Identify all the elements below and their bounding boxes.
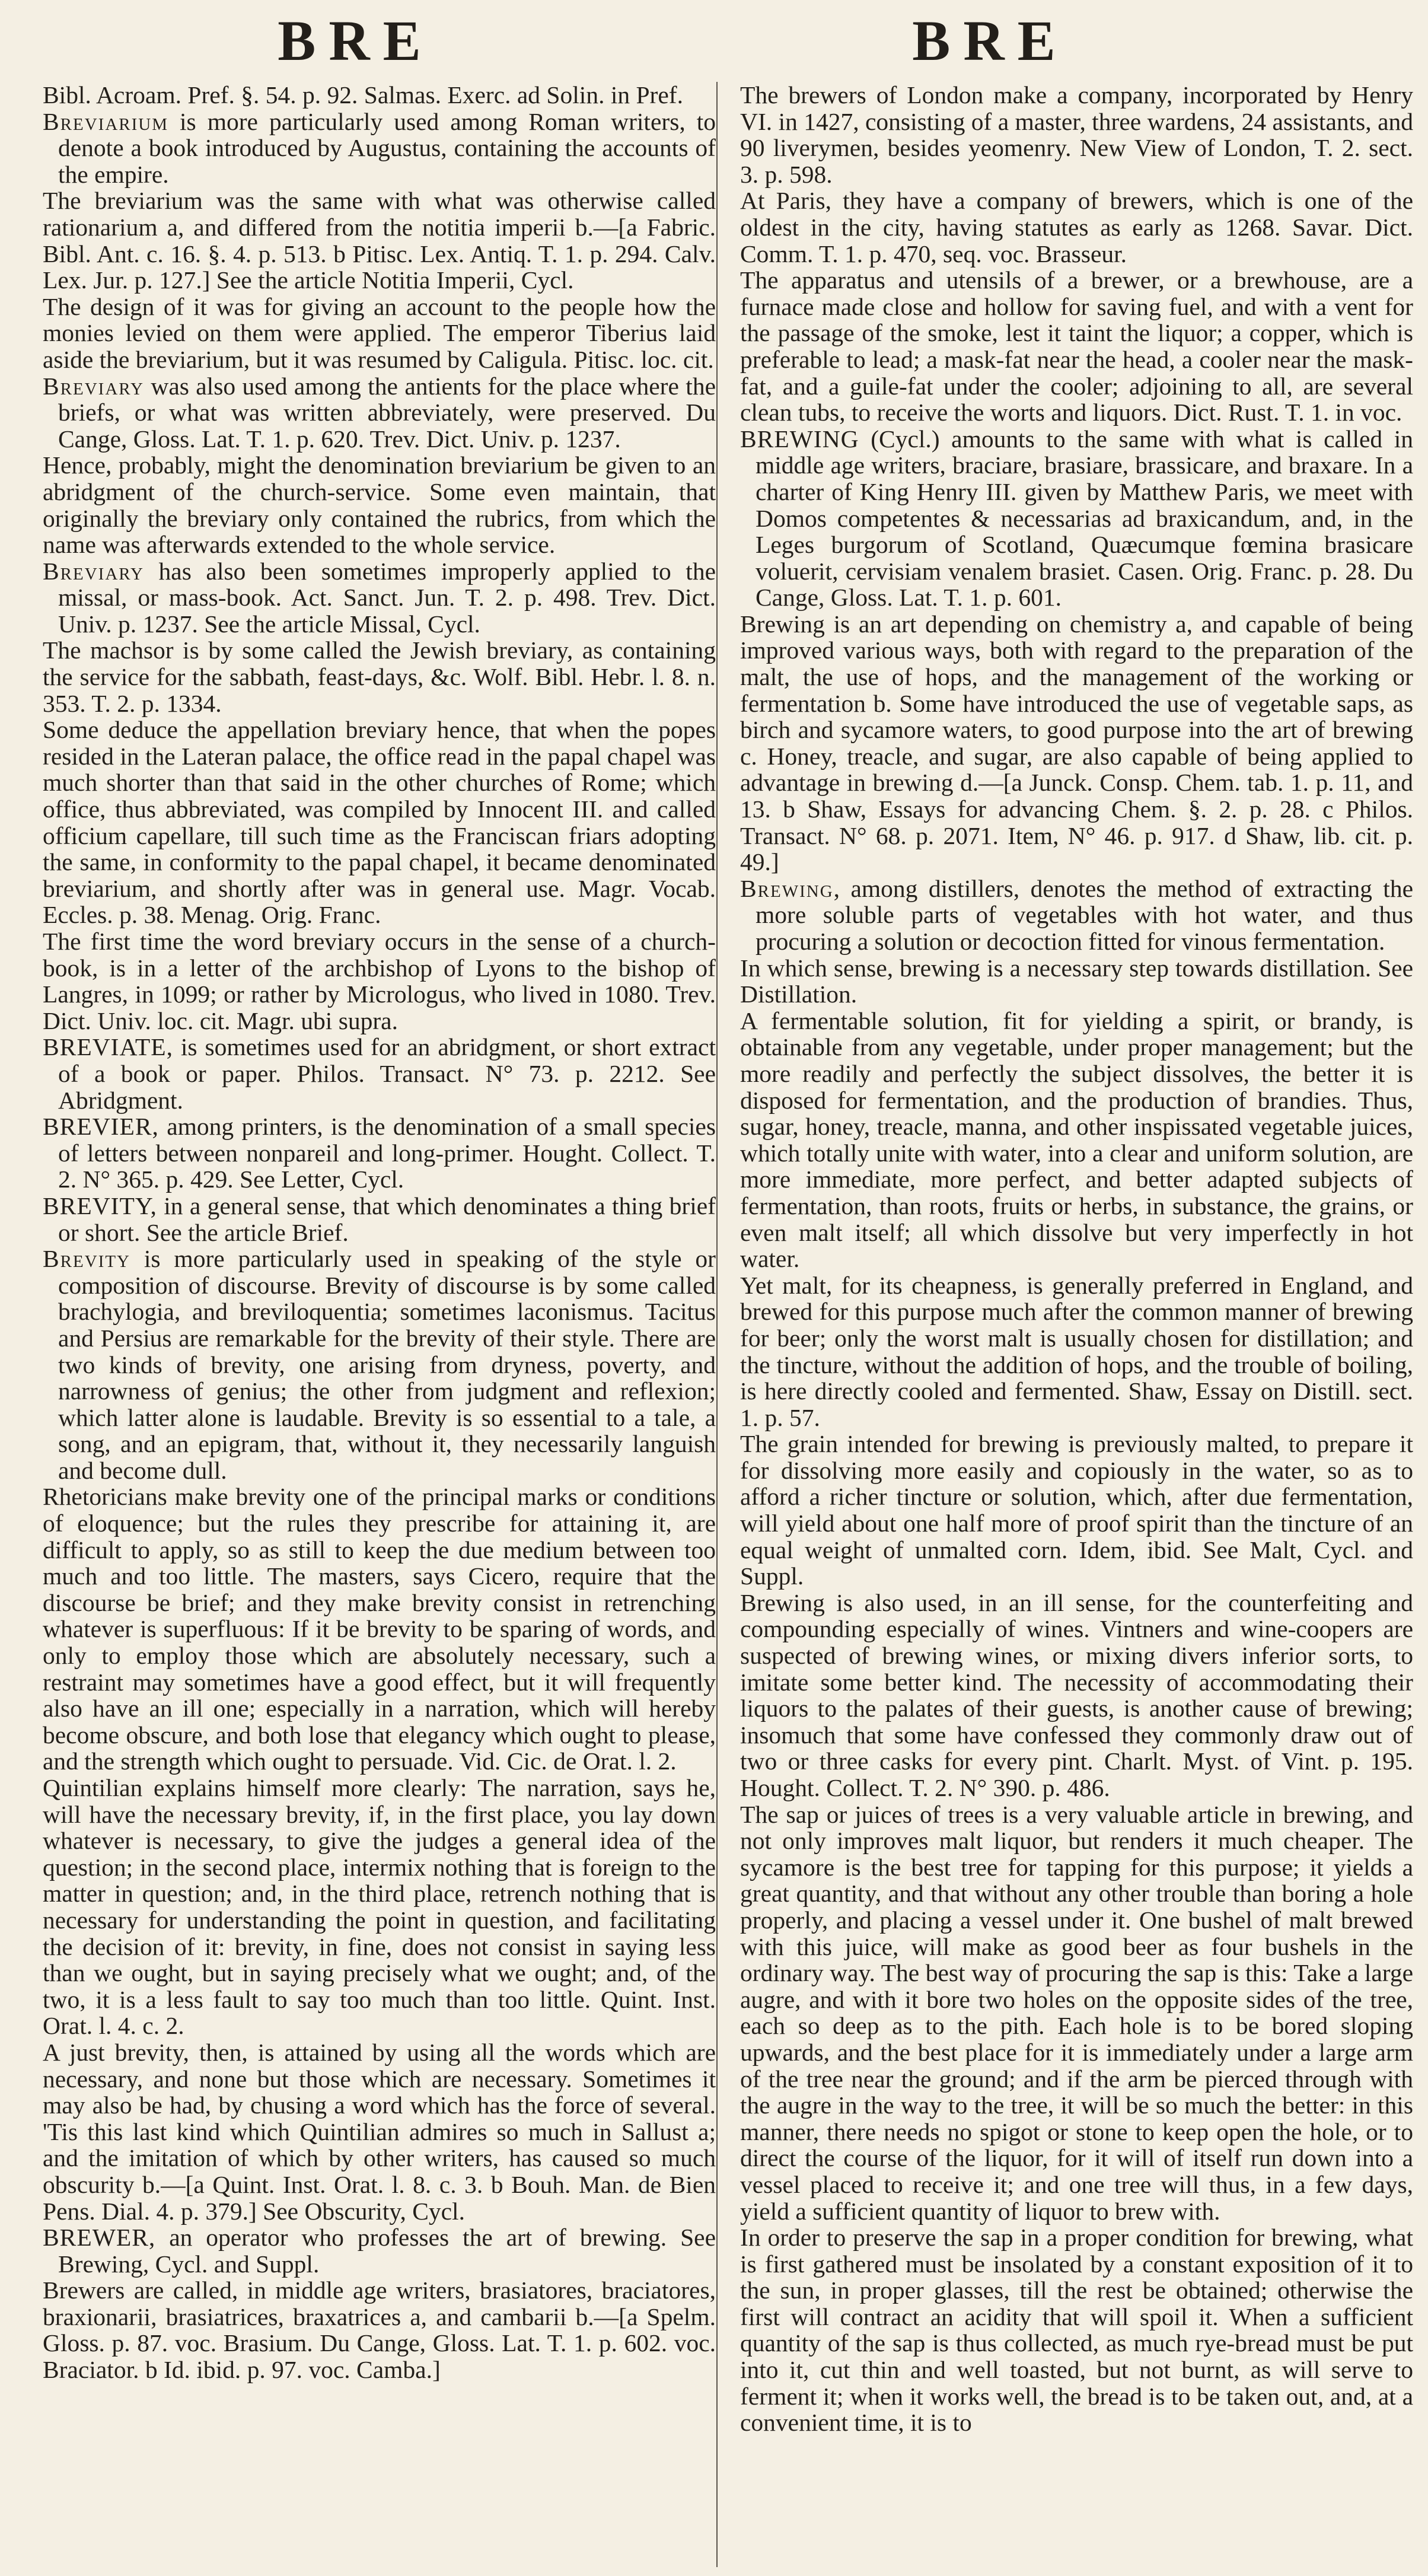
entry-text: among printers, is the denomination of a small species of letters between nonpareil and long-primer. Hought. Collect. T. 2. N° 365. p. 429. See Letter, Cycl. bbox=[58, 1113, 716, 1193]
entry-text: Yet malt, for its cheapness, is generally preferred in England, and brewed for this purpose much after the common manner of brewing for beer; only the worst malt is usually chosen for distillation; and the tincture, without the addition of hops, and the trouble of boiling, is here directly cooled and fermented. Shaw, Essay on Distill. sect. 1. p. 57. bbox=[740, 1271, 1413, 1431]
text-paragraph bbox=[43, 637, 716, 717]
running-head-left: BRE bbox=[278, 9, 434, 72]
entry-text: The design of it was for giving an account to the people how the monies levied on them were applied. The emperor Tiberius laid aside the breviarium, but it was resumed by Caligula. Pitisc. loc. cit. bbox=[43, 292, 716, 373]
dictionary-entry bbox=[43, 109, 716, 188]
entry-text: an operator who professes the art of brewing. See Brewing, Cycl. and Suppl. bbox=[58, 2224, 716, 2278]
running-head-right: BRE bbox=[912, 9, 1069, 72]
entry-headword: BREWING bbox=[740, 425, 859, 453]
text-paragraph bbox=[43, 717, 716, 928]
entry-text: has also been sometimes improperly applied to the missal, or mass-book. Act. Sanct. Jun. T. 2. p. 498. Trev. Dict. Univ. p. 1237. See the article Missal, Cycl. bbox=[58, 557, 716, 638]
dictionary-entry bbox=[43, 1113, 716, 1193]
text-paragraph bbox=[43, 82, 716, 109]
entry-headword: BREVIER, bbox=[43, 1113, 159, 1141]
text-paragraph bbox=[740, 187, 1413, 267]
entry-headword: Brewing bbox=[740, 874, 834, 902]
entry-headword: BREVIATE, bbox=[43, 1033, 173, 1061]
entry-text: Bibl. Acroam. Pref. §. 54. p. 92. Salmas. Exerc. ad Solin. in Pref. bbox=[43, 82, 683, 109]
entry-text: A fermentable solution, fit for yielding a spirit, or brandy, is obtainable from any vegetable, under proper management; but the more readily and perfectly the subject dissolves, the better it is disposed for fermentation, and the production of brandies. Thus, sugar, honey, treacle, manna, and other inspissated vegetable juices, which totally unite with water, into a clear and uniform solution, are more immediate, more perfect, and better adapted subjects of fermentation, than roots, fruits or herbs, in substance, the grains, or even malt itself; all which dissolve but very imperfectly in hot water. bbox=[740, 1007, 1413, 1273]
text-paragraph bbox=[43, 2277, 716, 2383]
text-paragraph bbox=[43, 1775, 716, 2039]
column-divider bbox=[716, 82, 718, 2567]
text-paragraph bbox=[43, 1483, 716, 1775]
entry-text: is more particularly used in speaking of the style or composition of discourse. Brevity of discourse is by some called brachylogia, and breviloquentia; sometimes laconismus. Tacitus and Persius are remarkable for the brevity of their style. There are two kinds of brevity, one arising from dryness, poverty, and narrowness of genius; the other from judgment and reflexion; which latter alone is laudable. Brevity is so essential to a tale, a song, and an epigram, that, without it, they necessarily languish and become dull. bbox=[58, 1245, 716, 1484]
entry-headword: BREWER, bbox=[43, 2224, 156, 2252]
entry-text: At Paris, they have a company of brewers, which is one of the oldest in the city, having statutes as early as 1268. Savar. Dict. Comm. T. 1. p. 470, seq. voc. Brasseur. bbox=[740, 187, 1413, 268]
text-paragraph bbox=[740, 1272, 1413, 1431]
entry-text: The apparatus and utensils of a brewer, or a brewhouse, are a furnace made close and hollow for saving fuel, and with a vent for the passage of the smoke, lest it taint the liquor; a copper, which is preferable to lead; a mask-fat near the head, a cooler near the mask-fat, and a guile-fat under the cooler; adjoining to all, are several clean tubs, to receive the worts and liquors. Dict. Rust. T. 1. in voc. bbox=[740, 266, 1413, 426]
entry-text: The grain intended for brewing is previously malted, to prepare it for dissolving more easily and copiously in the water, so as to afford a richer tincture or solution, which, after due fermentation, will yield about one half more of proof spirit than the tincture of an equal weight of unmalted corn. Idem, ibid. See Malt, Cycl. and Suppl. bbox=[740, 1430, 1413, 1590]
text-paragraph bbox=[740, 267, 1413, 426]
text-paragraph bbox=[740, 1008, 1413, 1272]
text-paragraph bbox=[740, 1431, 1413, 1590]
dictionary-entry bbox=[43, 373, 716, 453]
text-paragraph bbox=[43, 2039, 716, 2224]
right-column bbox=[740, 82, 1413, 2573]
entry-text: is sometimes used for an abridgment, or short extract of a book or paper. Philos. Transact. N° 73. p. 2212. See Abridgment. bbox=[58, 1033, 716, 1114]
dictionary-entry bbox=[740, 426, 1413, 611]
entry-headword: Brevity bbox=[43, 1245, 130, 1273]
entry-text: Rhetoricians make brevity one of the principal marks or conditions of eloquence; but the rules they prescribe for attaining it, are difficult to apply, so as still to keep the due medium between too much and too little. The masters, says Cicero, require that the discourse be brief; and they make brevity consist in retrenching whatever is superfluous: If it be brevity to be sparing of words, and only to employ those which are absolutely necessary, such a restraint may sometimes have a good effect, but it will frequently also have an ill one; especially in a narration, which will hereby become obscure, and both lose that elegancy which ought to please, and the strength which ought to persuade. Vid. Cic. de Orat. l. 2. bbox=[43, 1483, 716, 1775]
text-paragraph bbox=[43, 187, 716, 293]
entry-headword: BREVITY, bbox=[43, 1192, 157, 1219]
text-paragraph bbox=[43, 294, 716, 373]
entry-text: (Cycl.) amounts to the same with what is called in middle age writers, braciare, brasiare, brassicare, and braxare. In a charter of King Henry III. given by Matthew Paris, we meet with Domos competentes & necessarias ad braxicandum, and, in the Leges burgorum of Scotland, Quæcumque fœmina brasicare voluerit, cervisiam venalem brasiet. Casen. Orig. Franc. p. 28. Du Cange, Gloss. Lat. T. 1. p. 601. bbox=[756, 425, 1413, 612]
entry-text: In which sense, brewing is a necessary step towards distillation. See Distillation. bbox=[740, 954, 1413, 1008]
entry-text: In order to preserve the sap in a proper condition for brewing, what is first gathered must be insolated by a constant exposition of it to the sun, in proper glasses, till the rest be obtained; otherwise the first will contract an acidity that will spoil it. When a sufficient quantity of the sap is thus collected, as much rye-bread must be put into it, cut thin and well toasted, but not burnt, as will serve to ferment it; when it works well, the bread is to be taken out, and, at a convenient time, it is to bbox=[740, 2224, 1413, 2437]
entry-text: Quintilian explains himself more clearly: The narration, says he, will have the necessary brevity, if, in the first place, you lay down whatever is necessary, to give the judges a general idea of the question; in the second place, intermix nothing that is foreign to the matter in question; and, in the third place, retrench nothing that is necessary for understanding the point in question, and facilitating the decision of it: brevity, in fine, does not consist in saying less than we ought, but in saying precisely what we ought; and, of the two, it is a less fault to say too much than too little. Quint. Inst. Orat. l. 4. c. 2. bbox=[43, 1774, 716, 2040]
entry-text: Brewing is an art depending on chemistry a, and capable of being improved various ways, both with regard to the preparation of the malt, the use of hops, and the management of the working or fermentation b. Some have introduced the use of vegetable saps, as birch and sycamore waters, to good purpose into the art of brewing c. Honey, treacle, and sugar, are also capable of being applied to advantage in brewing d.—[a Junck. Consp. Chem. tab. 1. p. 11, and 13. b Shaw, Essays for advancing Chem. §. 2. p. 28. c Philos. Transact. N° 68. p. 2071. Item, N° 46. p. 917. d Shaw, lib. cit. p. 49.] bbox=[740, 610, 1413, 876]
entry-text: was also used among the antients for the place where the briefs, or what was written abbreviately, were preserved. Du Cange, Gloss. Lat. T. 1. p. 620. Trev. Dict. Univ. p. 1237. bbox=[58, 372, 716, 453]
left-column bbox=[43, 82, 716, 2573]
dictionary-entry bbox=[43, 1193, 716, 1246]
entry-headword: Breviary bbox=[43, 372, 144, 400]
text-paragraph bbox=[43, 928, 716, 1034]
entry-text: Some deduce the appellation breviary hence, that when the popes resided in the Lateran palace, the office read in the papal chapel was much shorter than that said in the other churches of Rome; which office, thus abbreviated, was compiled by Innocent III. and called officium capellare, till such time as the Franciscan friars adopting the same, in conformity to the papal chapel, it became denominated breviarium, and shortly after was in general use. Magr. Vocab. Eccles. p. 38. Menag. Orig. Franc. bbox=[43, 716, 716, 929]
entry-text: The breviarium was the same with what was otherwise called rationarium a, and differed from the notitia imperii b.—[a Fabric. Bibl. Ant. c. 16. §. 4. p. 513. b Pitisc. Lex. Antiq. T. 1. p. 294. Calv. Lex. Jur. p. 127.] See the article Notitia Imperii, Cycl. bbox=[43, 187, 716, 294]
text-paragraph bbox=[740, 1590, 1413, 1801]
entry-text: The first time the word breviary occurs in the sense of a church-book, is in a letter of the archbishop of Lyons to the bishop of Langres, in 1099; or rather by Micrologus, who lived in 1080. Trev. Dict. Univ. loc. cit. Magr. ubi supra. bbox=[43, 928, 716, 1034]
entry-text: , among distillers, denotes the method of extracting the more soluble parts of vegetables with hot water, and thus procuring a solution or decoction fitted for vinous fermentation. bbox=[756, 874, 1413, 955]
entry-text: Brewers are called, in middle age writers, brasiatores, braciatores, braxionarii, brasiatrices, braxatrices a, and cambarii b.—[a Spelm. Gloss. p. 87. voc. Brasium. Du Cange, Gloss. Lat. T. 1. p. 602. voc. Braciator. b Id. ibid. p. 97. voc. Camba.] bbox=[43, 2276, 716, 2384]
text-paragraph bbox=[740, 2224, 1413, 2436]
entry-text: The sap or juices of trees is a very valuable article in brewing, and not only improves malt liquor, but renders it much cheaper. The sycamore is the best tree for tapping for this purpose; it yields a great quantity, and that without any other trouble than boring a hole properly, and placing a vessel under it. One bushel of malt brewed with this juice, will make as good beer as four bushels in the ordinary way. The best way of procuring the sap is this: Take a large augre, and with it bore two holes on the opposite sides of the tree, each so deep as to the pith. Each hole is to be bored sloping upwards, and the best place for it is immediately under a large arm of the tree near the ground; and if the arm be pierced through with the augre in the way to the tree, it will be so much the better: in this manner, there needs no spigot or stone to keep open the hole, or to direct the course of the liquor, for it will of itself run down into a vessel placed to receive it; and one tree will thus, in a few days, yield a sufficient quantity of liquor to brew with. bbox=[740, 1800, 1413, 2225]
entry-text: Hence, probably, might the denomination breviarium be given to an abridgment of the church-service. Some even maintain, that originally the breviary only contained the rubrics, from which the name was afterwards extended to the whole service. bbox=[43, 451, 716, 559]
entry-text: in a general sense, that which denominates a thing brief or short. See the article Brief. bbox=[58, 1192, 716, 1246]
dictionary-entry bbox=[43, 1246, 716, 1483]
entry-headword: Breviary bbox=[43, 557, 144, 585]
entry-headword: Breviarium bbox=[43, 107, 169, 135]
text-paragraph bbox=[43, 452, 716, 558]
dictionary-entry bbox=[43, 1034, 716, 1113]
dictionary-entry bbox=[43, 2224, 716, 2277]
entry-text: The machsor is by some called the Jewish breviary, as containing the service for the sabbath, feast-days, &c. Wolf. Bibl. Hebr. l. 8. n. 353. T. 2. p. 1334. bbox=[43, 636, 716, 717]
entry-text: The brewers of London make a company, incorporated by Henry VI. in 1427, consisting of a master, three wardens, 24 assistants, and 90 liverymen, besides yeomenry. New View of London, T. 2. sect. 3. p. 598. bbox=[740, 82, 1413, 188]
text-paragraph bbox=[740, 611, 1413, 875]
dictionary-entry bbox=[740, 875, 1413, 955]
text-paragraph bbox=[740, 82, 1413, 187]
text-paragraph bbox=[740, 955, 1413, 1008]
entry-text: is more particularly used among Roman writers, to denote a book introduced by Augustus, containing the accounts of the empire. bbox=[58, 107, 716, 188]
dictionary-entry bbox=[43, 558, 716, 638]
entry-text: Brewing is also used, in an ill sense, for the counterfeiting and compounding especially of wines. Vintners and wine-coopers are suspected of brewing wines, or mixing divers inferior sorts, to imitate some better kind. The necessity of accommodating their liquors to the palates of their guests, is another cause of brewing; insomuch that some have confessed they commonly draw out of two or three casks for every pint. Charlt. Myst. of Vint. p. 195. Hought. Collect. T. 2. N° 390. p. 486. bbox=[740, 1588, 1413, 1801]
text-paragraph bbox=[740, 1801, 1413, 2225]
entry-text: A just brevity, then, is attained by using all the words which are necessary, and none but those which are necessary. Sometimes it may also be had, by chusing a word which has the force of several. 'Tis this last kind which Quintilian admires so much in Sallust a; and the imitation of which by other writers, has caused so much obscurity b.—[a Quint. Inst. Orat. l. 8. c. 3. b Bouh. Man. de Bien Pens. Dial. 4. p. 379.] See Obscurity, Cycl. bbox=[43, 2038, 716, 2225]
